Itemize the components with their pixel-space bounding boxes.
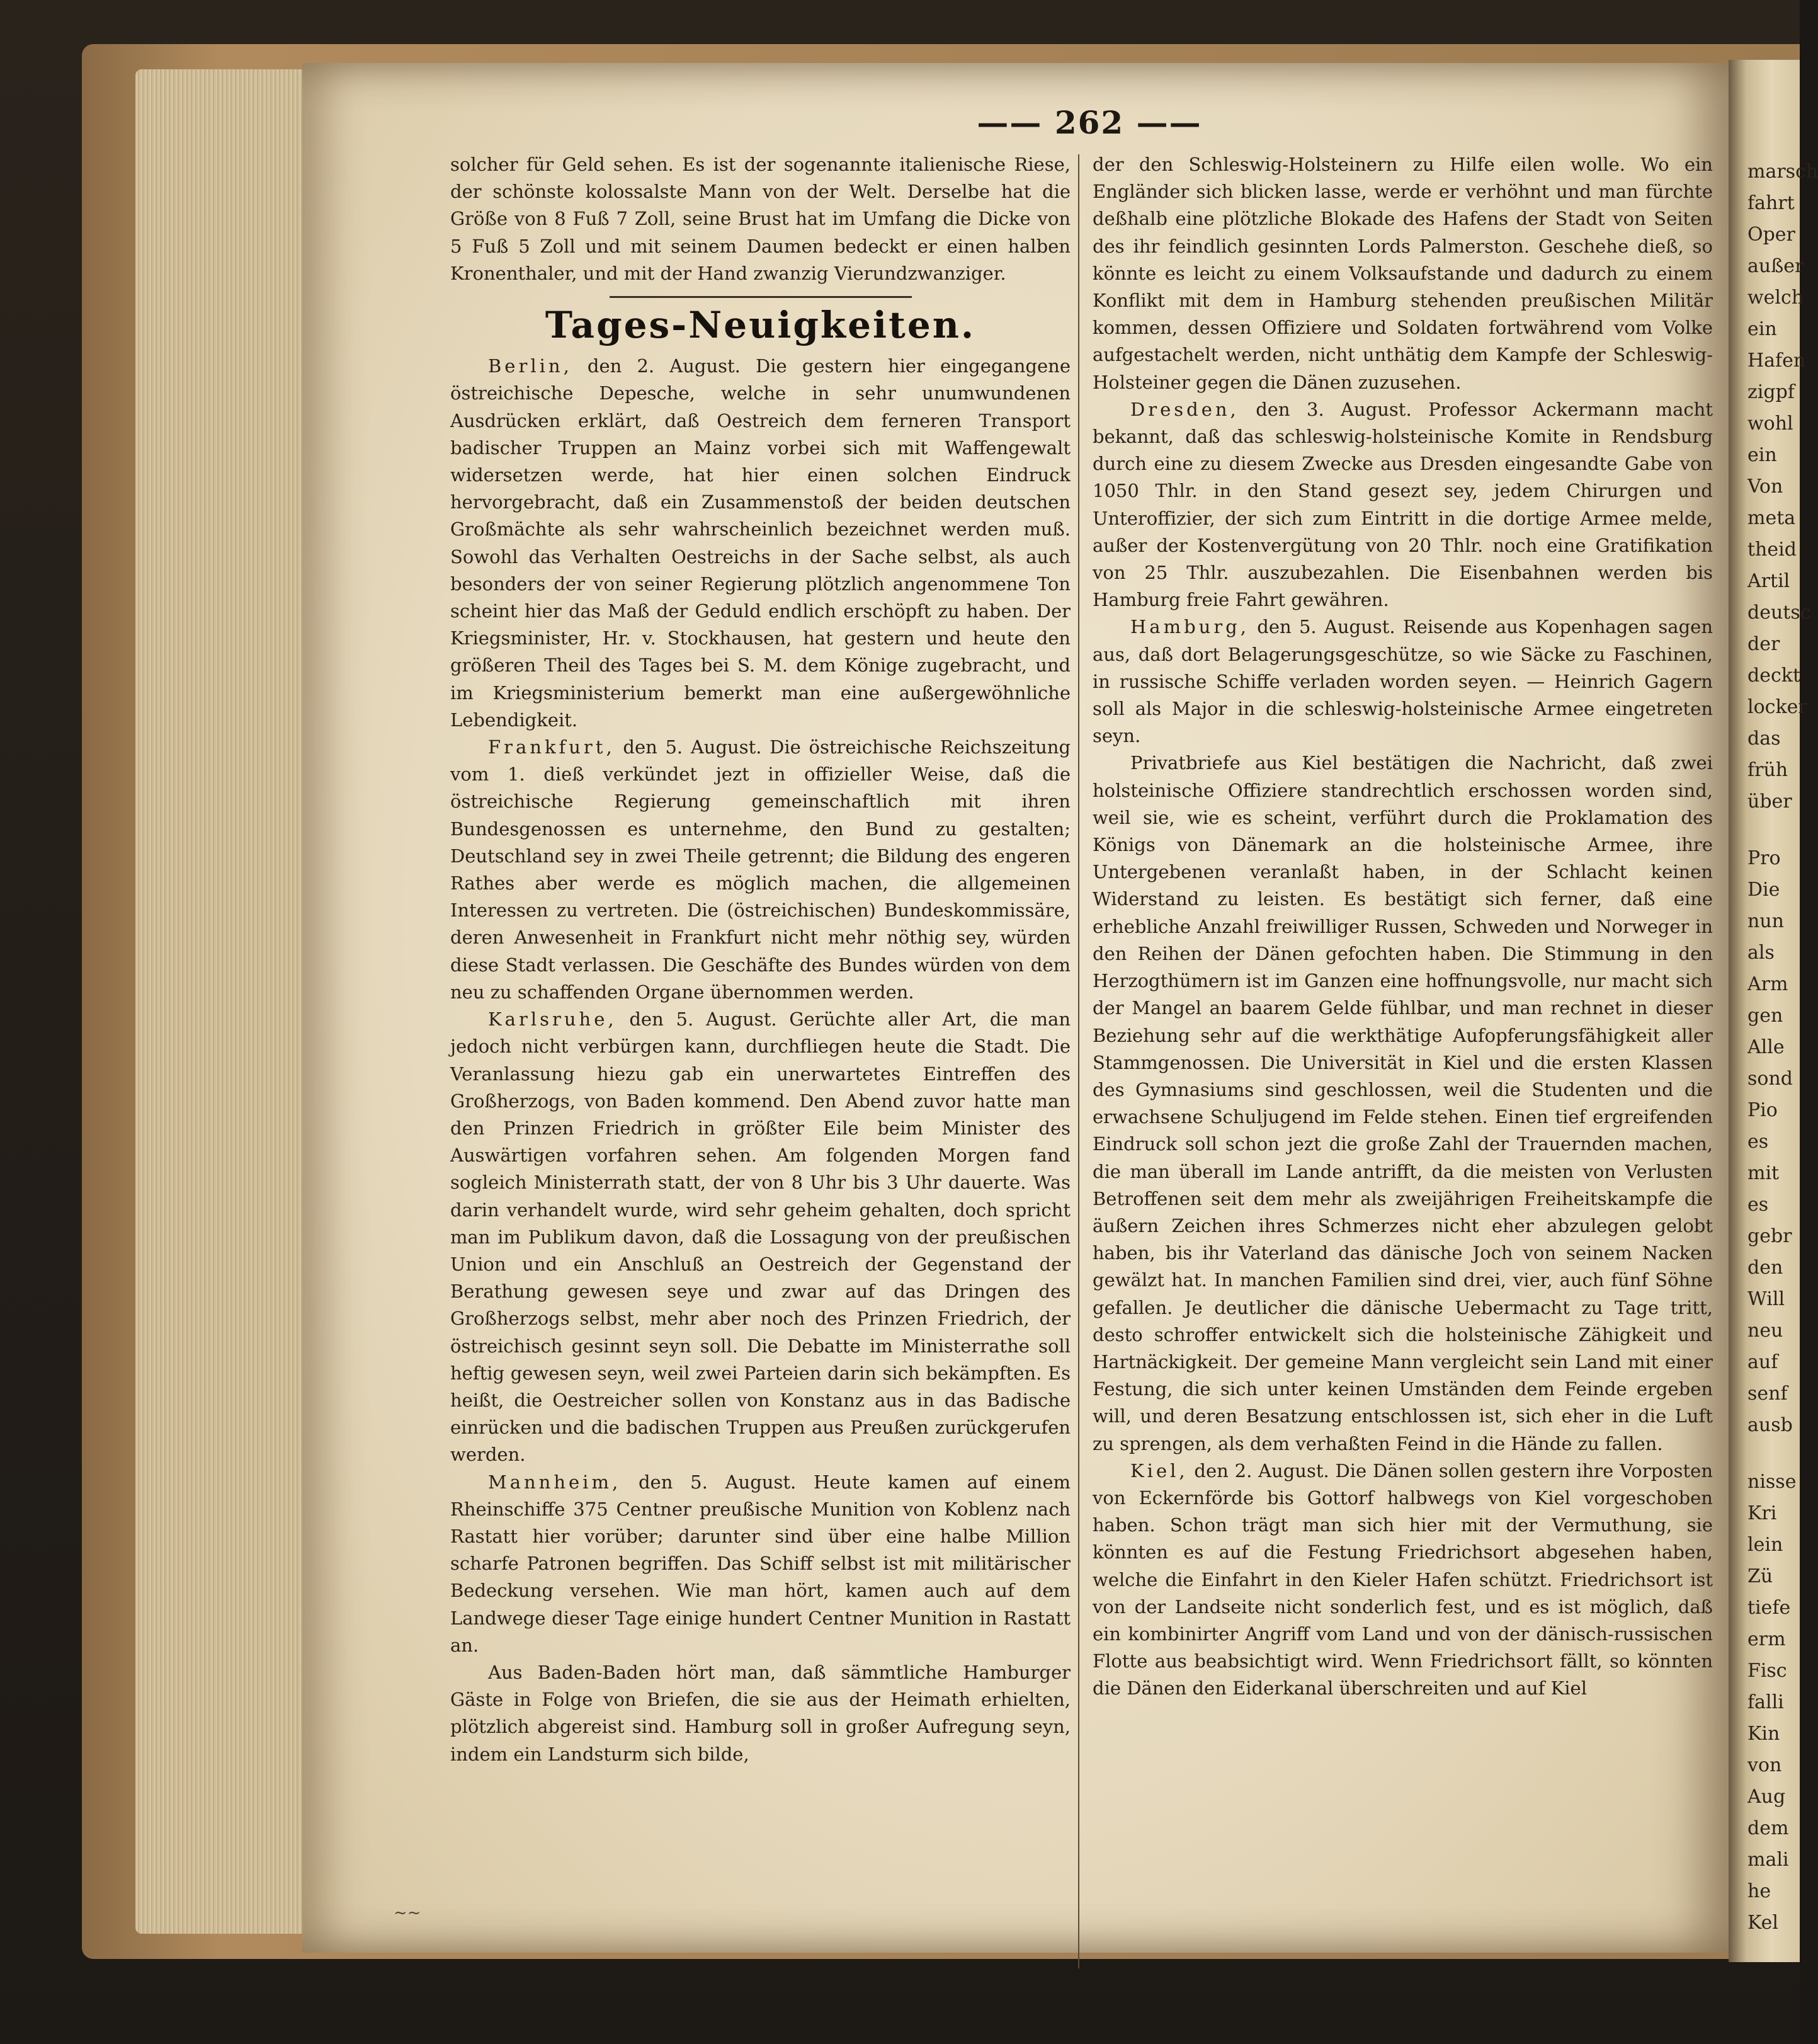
next-page-fragment: Arm	[1747, 973, 1788, 995]
next-page-fragment: ein	[1747, 444, 1777, 466]
next-page-fragment: Die	[1747, 879, 1780, 901]
next-page-fragment: Zü	[1747, 1565, 1773, 1587]
next-page-fragment: Fisc	[1747, 1660, 1787, 1682]
dresden-text: den 3. August. Professor Ackermann macht bekannt, daß das schleswig-holsteinische Komite in Rendsburg durch eine zu diesem Zwecke aus Dresden eingesandte Gabe von 1050 Thlr. in den Stand gesezt sey, jedem Chirurgen und Unteroffizier, der sich zum Eintritt in die dortige Armee melde, außer der Kostenvergütung von 20 Thlr. noch eine Gratifikation von 25 Thlr. auszubezahlen. Die Eisenbahnen werden bis Hamburg freie Fahrt gewähren.	[1093, 398, 1713, 611]
mannheim-text: den 5. August. Heute kamen auf einem Rheinschiffe 375 Centner preußische Munition von Koblenz nach Rastatt hier vorüber; darunter sind über eine halbe Million scharfe Patronen begriffen. Das Schiff selbst ist mit militärischer Bedeckung versehen. Wie man hört, kamen auch auf dem Landwege dieser Tage einige hundert Centner Munition in Rastatt an.	[450, 1471, 1071, 1656]
next-page-fragment: das	[1747, 728, 1781, 750]
next-page-fragment: mali	[1747, 1849, 1789, 1871]
next-page-fragment: sond	[1747, 1068, 1793, 1090]
next-page-fragment: ein	[1747, 318, 1777, 340]
column-rule	[1078, 154, 1079, 1968]
intro-paragraph: solcher für Geld sehen. Es ist der sogenannte italienische Riese, der schönste kolossalste Mann von der Welt. Derselbe hat die Größe von 8 Fuß 7 Zoll, seine Brust hat im Umfang die Dicke von 5 Fuß 5 Zoll und mit seinem Daumen bedeckt er einen halben Kronenthaler, und mit der Hand zwanzig Vierundzwanziger.	[450, 154, 1071, 284]
next-page-fragment: Kin	[1747, 1723, 1780, 1745]
next-page-fragment: Oper	[1747, 224, 1795, 246]
continued-paragraph: der den Schleswig-Holsteinern zu Hilfe eilen wolle. Wo ein Engländer sich blicken lasse, werde er verhöhnt und man fürchte deßhalb eine plötzliche Blokade des Hafens der Stadt von Seiten des ihr feindlich gesinnten Lords Palmerston. Geschehe dieß, so könnte es leicht zu einem Volksaufstande und dadurch zu einem Konflikt mit dem in Hamburg stehenden preußischen Militär kommen, dessen Offiziere und Soldaten fortwährend vom Volke aufgestachelt werden, nicht unthätig dem Kampfe der Schleswig-Holsteiner gegen die Dänen zuzusehen.	[1093, 154, 1713, 393]
next-page-fragment: der	[1747, 633, 1780, 655]
next-page-fragment: es	[1747, 1194, 1769, 1216]
next-page-fragment: locker	[1747, 696, 1807, 718]
next-page-fragment: theid	[1747, 539, 1797, 561]
next-page-fragment: es	[1747, 1131, 1769, 1153]
next-page-fragment: von	[1747, 1754, 1782, 1776]
place-karlsruhe: Karlsruhe,	[488, 1008, 617, 1031]
article-hamburg	[1093, 614, 1713, 750]
next-page-fragment: den	[1747, 1257, 1783, 1279]
next-page-fragment: marsch	[1747, 161, 1818, 183]
article-baden: Aus Baden-Baden hört man, daß sämmtliche Hamburger Gäste in Folge von Briefen, die sie aus der Heimath erhielten, plötzlich abgereist sind. Hamburg soll in großer Aufregung seyn, indem ein Landsturm sich bilde,	[450, 1661, 1071, 1765]
next-page-fragment: he	[1747, 1880, 1771, 1902]
page-number: —— 262 ——	[977, 104, 1202, 141]
next-page-fragment: erm	[1747, 1628, 1786, 1650]
place-frankfurt: Frankfurt,	[488, 736, 615, 758]
right-column	[1093, 151, 1713, 1703]
next-page-fragment: Aug	[1747, 1786, 1786, 1808]
next-page-edge	[1729, 60, 1818, 1962]
separator-rule	[610, 296, 912, 298]
place-mannheim: Mannheim,	[488, 1471, 622, 1493]
next-page-fragment: tiefe	[1747, 1597, 1791, 1619]
place-hamburg: Hamburg,	[1130, 616, 1249, 638]
next-page-fragment: Hafen	[1747, 350, 1806, 372]
next-page-fragment: über	[1747, 791, 1792, 813]
next-page-fragment: Pro	[1747, 847, 1781, 869]
section-title: Tages-Neuigkeiten.	[545, 304, 976, 347]
next-page-fragment: wohl	[1747, 413, 1793, 435]
article-kiel	[1093, 1458, 1713, 1703]
next-page-fragment: zigpf	[1747, 381, 1795, 403]
next-page-fragment: auf	[1747, 1351, 1778, 1373]
next-page-fragment: deckt	[1747, 665, 1800, 687]
left-column	[450, 151, 1071, 1768]
page-edges	[135, 69, 312, 1934]
next-page-fragment: nisse	[1747, 1471, 1797, 1493]
article-berlin	[450, 353, 1071, 734]
next-page-fragment: Will	[1747, 1288, 1785, 1310]
margin-mark: ~~	[394, 1904, 421, 1922]
place-dresden: Dresden,	[1130, 398, 1239, 420]
article-privatbriefe: Privatbriefe aus Kiel bestätigen die Nachricht, daß zwei holsteinische Offiziere standrechtlich erschossen worden sind, weil sie, wie es scheint, verführt durch die Proklamation des Königs von Dänemark an die holsteinische Armee, ihre Untergebenen veranlaßt haben, in der Schlacht keinen Widerstand zu leisten. Es bestätigt sich ferner, daß eine erhebliche Anzahl freiwilliger Russen, Schweden und Norweger in den Reihen der Dänen gefochten haben. Die Stimmung in den Herzogthümern ist im Ganzen eine hoffnungsvolle, nur macht sich der Mangel an baarem Gelde fühlbar, und man rechnet in dieser Beziehung sehr auf die werkthätige Aufopferungsfähigkeit aller Stammgenossen. Die Universität in Kiel und die ersten Klassen des Gymnasiums sind geschlossen, weil die Studenten und die erwachsene Schuljugend im Felde stehen. Einen tief ergreifenden Eindruck soll schon jezt die große Zahl der Trauernden machen, die man überall im Lande antrifft, da die meisten von Verlusten Betroffenen seit dem mehr als zweijährigen Freiheitskampfe die äußern Zeichen ihres Schmerzes nicht eher abzulegen gelobt haben, bis ihr Vaterland das dänische Joch von seinem Nacken gewälzt hat. In manchen Familien sind drei, vier, auch fünf Söhne gefallen. Je deutlicher die dänische Uebermacht zu Tage tritt, desto schroffer entwickelt sich die holsteinische Zähigkeit und Hartnäckigkeit. Der gemeine Mann vergleicht sein Land mit einer Festung, die sich unter keinen Umständen dem Feinde ergeben will, und deren Besatzung entschlossen ist, sich eher in die Luft zu sprengen, als dem verhaßten Feind in die Hände zu fallen.	[1093, 752, 1713, 1454]
place-kiel: Kiel,	[1130, 1459, 1188, 1482]
next-page-fragment: ausb	[1747, 1414, 1793, 1436]
next-page-fragment: deutsc	[1747, 602, 1811, 624]
next-page-fragment: meta	[1747, 507, 1796, 529]
article-dresden	[1093, 396, 1713, 614]
place-berlin: Berlin,	[488, 355, 572, 377]
next-page-fragment: nun	[1747, 910, 1784, 932]
next-page-fragment: welch	[1747, 287, 1804, 309]
next-page-fragment: Alle	[1747, 1036, 1785, 1058]
article-frankfurt	[450, 734, 1071, 1006]
next-page-fragment: als	[1747, 942, 1775, 964]
article-karlsruhe	[450, 1006, 1071, 1468]
karlsruhe-text: den 5. August. Gerüchte aller Art, die man jedoch nicht verbürgen kann, durchfliegen heute die Stadt. Die Veranlassung hiezu gab ein unerwartetes Eintreffen des Großherzogs, von Baden kommend. Den Abend zuvor hatte man den Prinzen Friedrich in größter Eile beim Minister des Auswärtigen vorfahren sehen. Am folgenden Morgen fand sogleich Ministerrath statt, der von 8 Uhr bis 3 Uhr dauerte. Was darin verhandelt wurde, wird sehr geheim gehalten, doch spricht man im Publikum davon, daß die Lossagung von der preußischen Union und ein Anschluß an Oestreich der Gegenstand der Berathung gewesen seye und zwar auf das Dringen des Großherzogs selbst, mehr aber noch des Prinzen Friedrich, der östreichisch gesinnt seyn soll. Die Debatte im Ministerrathe soll heftig gewesen seyn, weil zwei Parteien darin sich bekämpften. Es heißt, die Oestreicher sollen von Konstanz aus in das Badische einrücken und die badischen Truppen aus Preußen zurückgerufen werden.	[450, 1008, 1071, 1466]
frankfurt-text: den 5. August. Die östreichische Reichszeitung vom 1. dieß verkündet jezt in offizieller Weise, daß die östreichische Regierung gemeinschaftlich mit ihren Bundesgenossen es unternehme, den Bund zu gestalten; Deutschland sey in zwei Theile getrennt; die Bildung des engeren Rathes aber werde es möglich machen, die allgemeinen Interessen zu vertreten. Die (östreichischen) Bundeskommissäre, deren Anwesenheit in Frankfurt nicht mehr nöthig sey, würden diese Stadt verlassen. Die Geschäfte des Bundes würden von dem neu zu schaffenden Organe übernommen werden.	[450, 736, 1071, 1003]
article-mannheim	[450, 1469, 1071, 1659]
next-page-fragment: Artil	[1747, 570, 1790, 592]
next-page-fragment: falli	[1747, 1691, 1784, 1713]
next-page-fragment: neu	[1747, 1320, 1783, 1342]
next-page-fragment: fahrt	[1747, 192, 1795, 214]
next-page-fragment: Pio	[1747, 1099, 1778, 1121]
next-page-fragment: senf	[1747, 1383, 1788, 1405]
hamburg-text: den 5. August. Reisende aus Kopenhagen sagen aus, daß dort Belagerungsgeschütze, so wie Säcke zu Faschinen, in russische Schiffe verladen worden seyen. — Heinrich Gagern soll als Major in die schleswig-holsteinische Armee eingetreten seyn.	[1093, 616, 1713, 747]
next-page-fragment: früh	[1747, 759, 1788, 781]
next-page-fragment: außer	[1747, 255, 1804, 277]
next-page-fragment: gen	[1747, 1005, 1783, 1027]
next-page-fragment: Kel	[1747, 1912, 1778, 1934]
next-page-fragment: lein	[1747, 1534, 1783, 1556]
next-page-fragment: mit	[1747, 1162, 1780, 1184]
next-page-fragment: Kri	[1747, 1502, 1777, 1524]
berlin-text: den 2. August. Die gestern hier eingegangene östreichische Depesche, welche in sehr unumwundenen Ausdrücken erklärt, daß Oestreich dem ferneren Transport badischer Truppen an Mainz vorbei sich mit Waffengewalt widersetzen werde, hat hier einen solchen Eindruck hervorgebracht, daß ein Zusammenstoß der beiden deutschen Großmächte als sehr wahrscheinlich bezeichnet werden muß. Sowohl das Verhalten Oestreichs in der Sache selbst, als auch besonders der von seiner Regierung plötzlich angenommene Ton scheint hier das Maß der Geduld endlich erschöpft zu haben. Der Kriegsminister, Hr. v. Stockhausen, hat gestern und heute den größeren Theil des Tages bei S. M. dem Könige zugebracht, und im Kriegsministerium bemerkt man eine außergewöhnliche Lebendigkeit.	[450, 355, 1071, 731]
next-page-fragment: dem	[1747, 1817, 1789, 1839]
kiel-text: den 2. August. Die Dänen sollen gestern ihre Vorposten von Eckernförde bis Gottorf halbwegs von Kiel vorgeschoben haben. Schon trägt man sich hier mit der Vermuthung, sie könnten es auf die Festung Friedrichsort abgesehen haben, welche die Einfahrt in den Kieler Hafen schützt. Friedrichsort ist von der Landseite nicht sonderlich fest, und es ist möglich, daß ein kombinirter Angriff vom Land und von der dänisch-russischen Flotte aus beabsichtigt wird. Wenn Friedrichsort fällt, so könnten die Dänen den Eiderkanal überschreiten und auf Kiel	[1093, 1459, 1713, 1699]
next-page-fragment: gebr	[1747, 1225, 1792, 1247]
next-page-fragment: Von	[1747, 476, 1783, 498]
